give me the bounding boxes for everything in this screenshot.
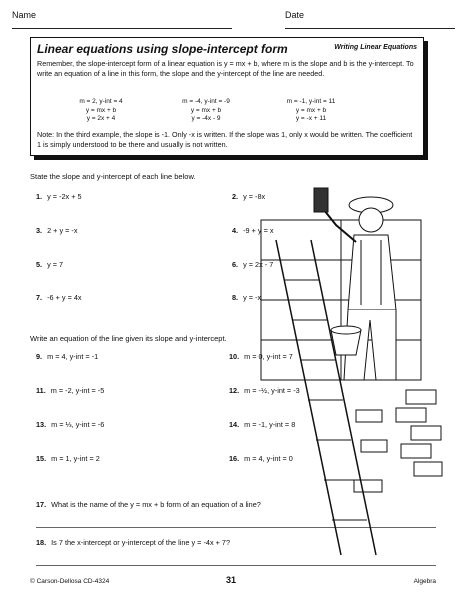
problem-2[interactable]: 2. y = -8x (232, 192, 266, 201)
painter-illustration (236, 180, 451, 560)
example-line: m = -1, y-int = 11 (286, 98, 336, 105)
problem-10[interactable]: 10. m = 0, y-int = 7 (229, 352, 293, 361)
example-2 (171, 98, 241, 124)
example-1 (66, 98, 136, 124)
answer-line-18[interactable] (36, 565, 436, 566)
problem-4[interactable]: 4. -9 + y = x (232, 226, 274, 235)
example-3 (276, 98, 346, 124)
problem-11[interactable]: 11. m = -2, y-int = -5 (36, 386, 105, 395)
problem-9[interactable]: 9. m = 4, y-int = -1 (36, 352, 99, 361)
box-subtitle: Writing Linear Equations (334, 44, 417, 51)
problem-12[interactable]: 12. m = -½, y-int = -3 (229, 386, 300, 395)
example-line: m = -4, y-int = -9 (182, 98, 230, 105)
name-label: Name (12, 10, 37, 20)
example-line: y = mx + b (190, 106, 222, 114)
date-line[interactable] (285, 28, 455, 29)
page-number: 31 (226, 575, 237, 585)
example-line: y = -x + 11 (295, 115, 327, 122)
instruction-box (30, 37, 424, 156)
problem-16[interactable]: 16. m = 4, y-int = 0 (229, 454, 293, 463)
problem-13[interactable]: 13. m = ⅓, y-int = -6 (36, 420, 105, 429)
remember-paragraph: Remember, the slope-intercept form of a linear equation is y = mx + b, where m is the slope and b is the y-intercept. To write an equation of a line in this form, the slope and the y-intercept of the line are needed. (37, 59, 414, 78)
box-title: Linear equations using slope-intercept form (37, 42, 288, 56)
example-line: y = mx + b (85, 106, 117, 114)
problem-15[interactable]: 15. m = 1, y-int = 2 (36, 454, 100, 463)
name-line[interactable] (12, 28, 232, 29)
section1-instruction: State the slope and y-intercept of each line below. (30, 172, 196, 181)
example-line: y = 2x + 4 (86, 115, 116, 122)
example-line: m = 2, y-int = 4 (79, 98, 123, 105)
example-line: y = mx + b (295, 106, 327, 114)
problem-5[interactable]: 5. y = 7 (36, 260, 64, 269)
problem-1[interactable]: 1. y = -2x + 5 (36, 192, 82, 201)
problem-8[interactable]: 8. y = -x (232, 293, 262, 302)
problem-3[interactable]: 3. 2 + y = -x (36, 226, 78, 235)
problem-6[interactable]: 6. y = 2x - 7 (232, 260, 274, 269)
footer-copyright: © Carson-Dellosa CD-4324 (30, 578, 110, 585)
problem-17[interactable]: 17. What is the name of the y = mx + b form of an equation of a line? (36, 500, 261, 509)
footer-subject: Algebra (413, 578, 436, 585)
section2-instruction: Write an equation of the line given its slope and y-intercept. (30, 334, 227, 343)
example-line: y = -4x - 9 (191, 115, 221, 122)
note-paragraph: Note: In the third example, the slope is -1. Only -x is written. If the slope was 1, only x would be written. The coefficient 1 is simply understood to be there and usually is not written. (37, 130, 413, 149)
problem-7[interactable]: 7. -6 + y = 4x (36, 293, 82, 302)
problem-18[interactable]: 18. Is 7 the x-intercept or y-intercept of the line y = -4x + 7? (36, 538, 231, 547)
problem-14[interactable]: 14. m = -1, y-int = 8 (229, 420, 296, 429)
date-label: Date (285, 10, 305, 20)
